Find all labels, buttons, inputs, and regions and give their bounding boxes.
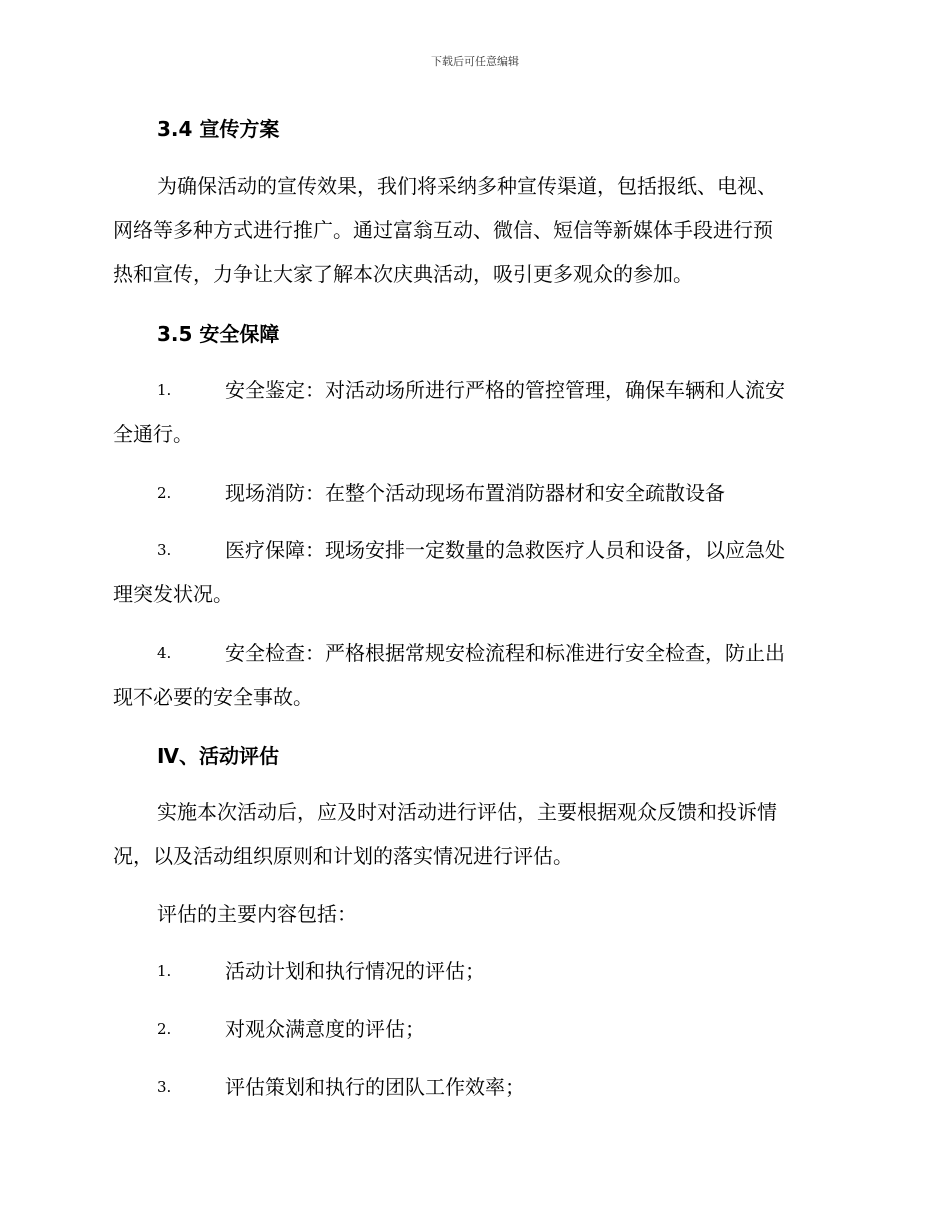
list-item-eval-2: [113, 1007, 838, 1051]
list-item-safety-3: [113, 528, 838, 616]
paragraph-line: 网络等多种方式进行推广。通过富翁互动、微信、短信等新媒体手段进行预: [113, 218, 773, 242]
paragraph-evaluation: [113, 790, 838, 878]
list-item-text: 对观众满意度的评估；: [225, 1017, 425, 1041]
list-item-eval-3: [113, 1065, 838, 1109]
list-item-safety-2: [113, 471, 838, 515]
header-note: 下载后可任意编辑: [431, 55, 519, 68]
list-item-text: 活动计划和执行情况的评估；: [225, 959, 485, 983]
list-item-text: 安全鉴定：对活动场所进行严格的管控管理，确保车辆和人流安: [225, 378, 785, 402]
list-number: 4.: [157, 644, 172, 662]
list-number: 3.: [157, 1078, 172, 1096]
paragraph-line: 为确保活动的宣传效果，我们将采纳多种宣传渠道，包括报纸、电视、: [157, 174, 777, 198]
section-heading-3-5: 3.5 安全保障: [157, 322, 280, 346]
list-item-text: 现场消防：在整个活动现场布置消防器材和安全疏散设备: [225, 481, 725, 505]
list-item-continuation: 现不必要的安全事故。: [113, 685, 313, 709]
paragraph-evaluation-intro: [113, 892, 838, 936]
list-item-text: 安全检查：严格根据常规安检流程和标准进行安全检查，防止出: [225, 641, 785, 665]
list-item-continuation: 全通行。: [113, 422, 193, 446]
list-number: 2.: [157, 484, 172, 502]
list-number: 1.: [157, 381, 172, 399]
paragraph-publicity: [113, 164, 838, 296]
list-number: 1.: [157, 962, 172, 980]
list-item-safety-4: [113, 631, 838, 719]
list-item-safety-1: [113, 368, 838, 456]
list-item-text: 评估策划和执行的团队工作效率；: [225, 1075, 525, 1099]
list-item-text: 医疗保障：现场安排一定数量的急救医疗人员和设备，以应急处: [225, 538, 785, 562]
paragraph-line: 评估的主要内容包括：: [157, 902, 357, 926]
list-item-continuation: 理突发状况。: [113, 582, 233, 606]
list-number: 3.: [157, 541, 172, 559]
paragraph-line: 热和宣传，力争让大家了解本次庆典活动，吸引更多观众的参加。: [113, 262, 693, 286]
list-item-eval-1: [113, 949, 838, 993]
list-number: 2.: [157, 1020, 172, 1038]
paragraph-line: 况，以及活动组织原则和计划的落实情况进行评估。: [113, 844, 573, 868]
section-heading-3-4: 3.4 宣传方案: [157, 117, 280, 141]
paragraph-line: 实施本次活动后，应及时对活动进行评估，主要根据观众反馈和投诉情: [157, 800, 777, 824]
section-heading-4: Ⅳ、活动评估: [157, 744, 279, 768]
